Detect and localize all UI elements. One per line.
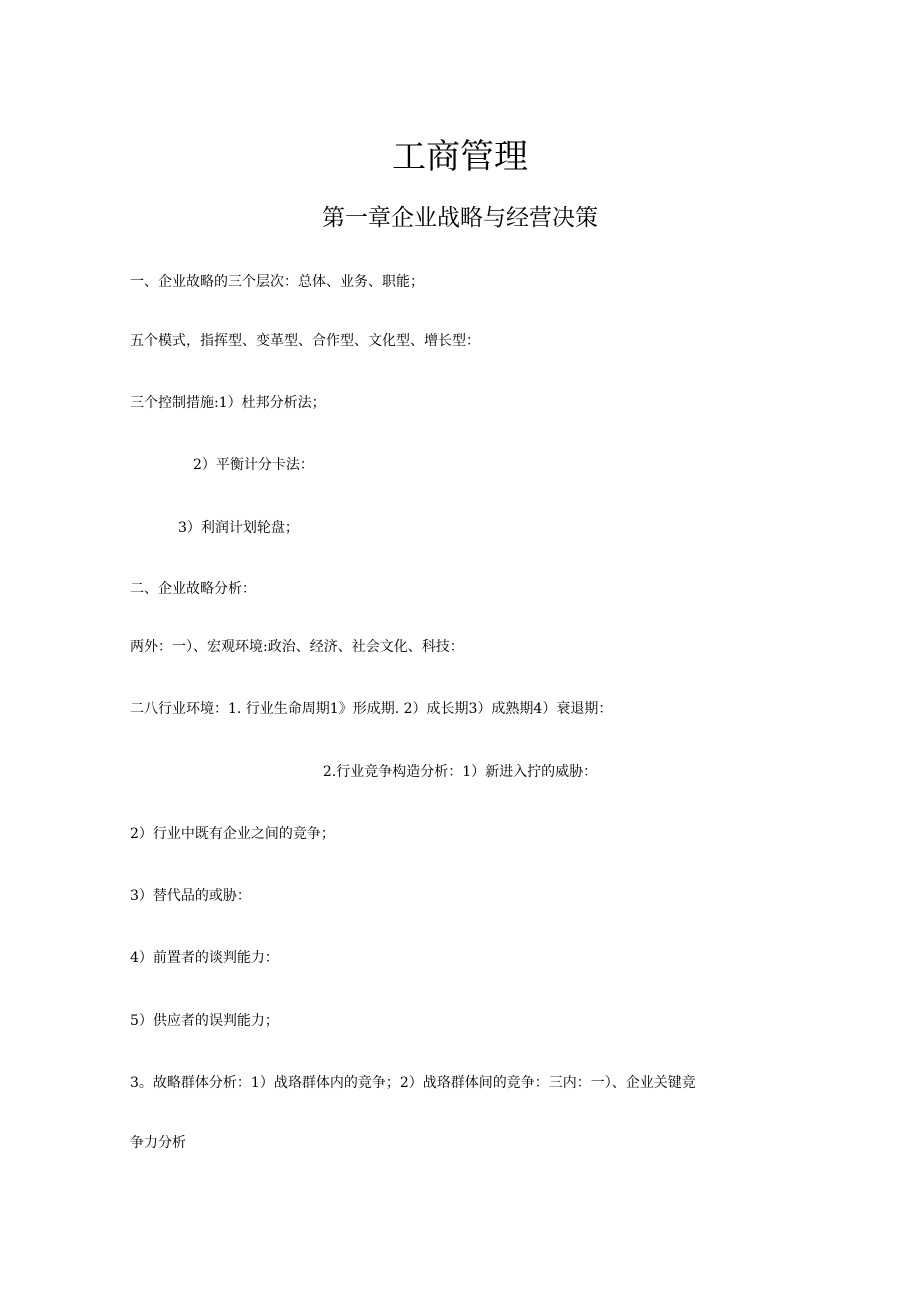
paragraph-line: 3）利润计划轮盘； [178,520,299,536]
paragraph-line: 二、企业故略分析： [130,581,256,597]
paragraph-line: 二八行业环境：1. 行业生命周期1》形成期. 2）成长期3）成熟期4）衰退期： [130,701,613,717]
paragraph-line: 五个模式，指挥型、变革型、合作型、文化型、增长型： [130,333,480,349]
document-title: 工商管理 [392,137,528,177]
paragraph-line: 三个控制措施:1）杜邦分析法； [130,395,326,411]
paragraph-line: 3。故略群体分析：1）战珞群体内的竞争；2）战珞群体间的竞争：三内：一）、企业关键竞 [130,1075,696,1091]
paragraph-line: 5）供应者的误判能力； [130,1013,279,1029]
paragraph-line: 一、企业故略的三个层次：总体、业务、职能； [130,274,424,290]
chapter-title: 第一章企业战略与经营决策 [322,205,598,231]
paragraph-line: 4）前置者的谈判能力： [130,950,279,966]
paragraph-line: 2.行业竞争构造分析：1）新进入拧的威胁： [322,764,598,780]
paragraph-line: 争力分析 [130,1135,186,1151]
paragraph-line: 3）替代品的或胁： [130,888,251,904]
paragraph-line: 2）平衡计分卡法： [193,457,314,473]
paragraph-line: 两外：一）、宏观环境:政治、经济、社会文化、科技： [130,639,464,655]
paragraph-line: 2）行业中既有企业之间的竞争； [130,826,335,842]
